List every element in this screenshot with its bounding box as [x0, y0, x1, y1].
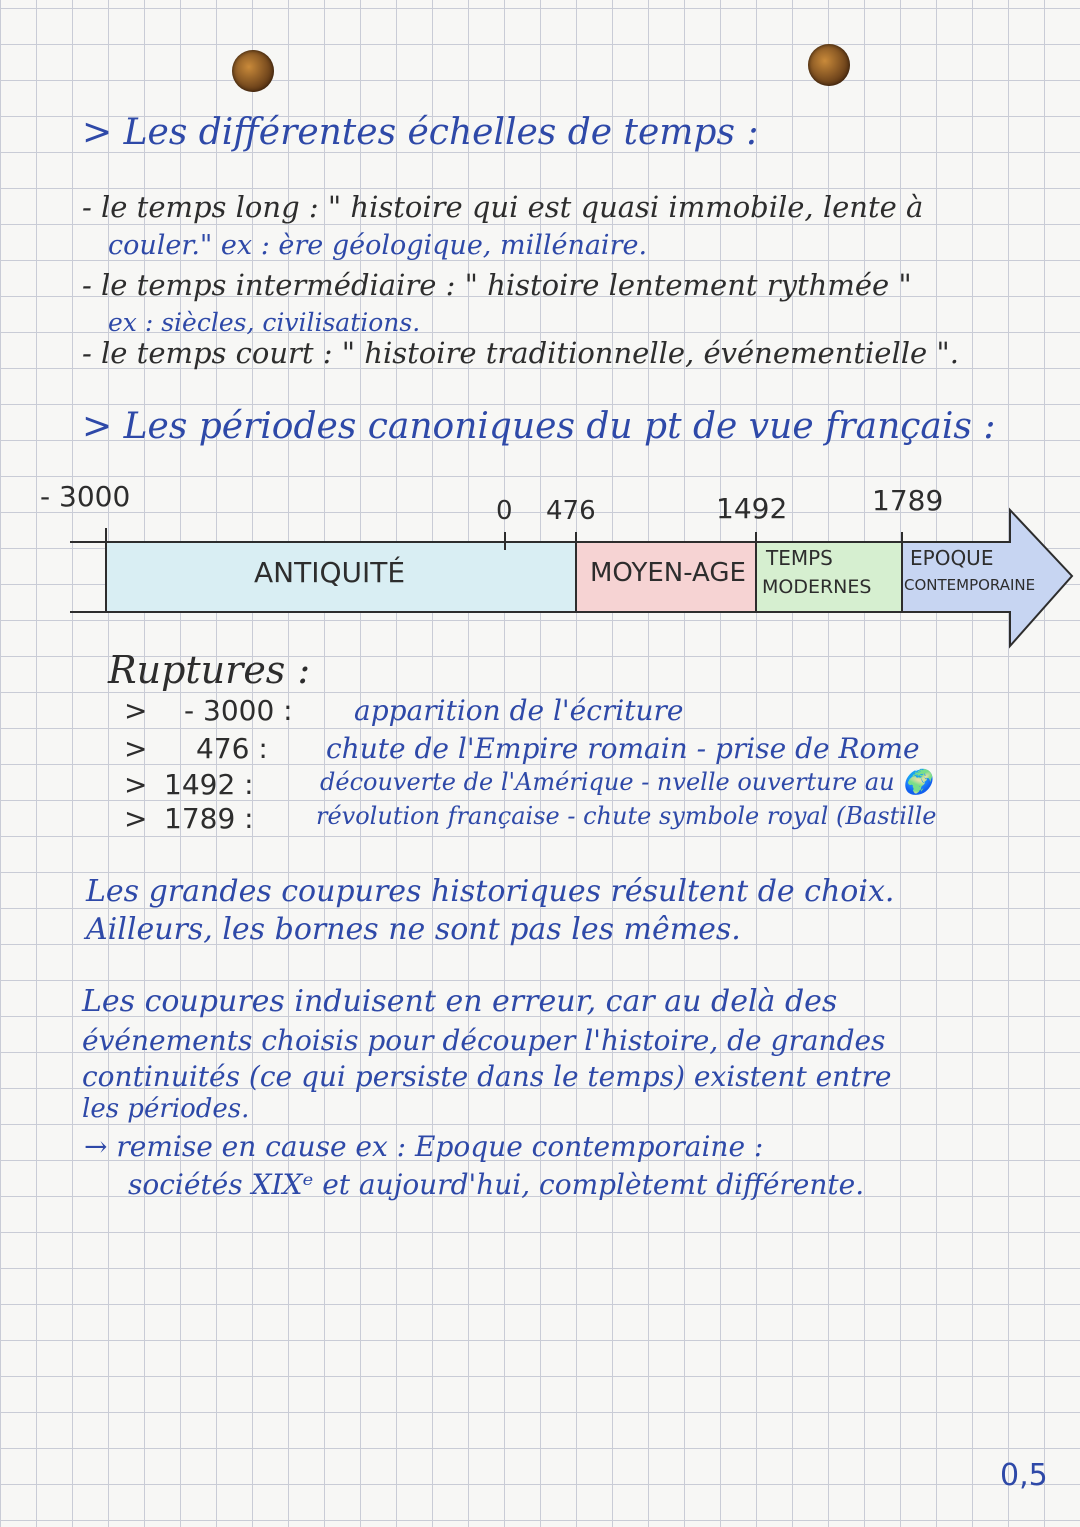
paragraph2-line4: les périodes.: [82, 1094, 250, 1124]
period-label-temps-modernes-1: TEMPS: [766, 546, 833, 570]
ruptures-list: [0, 694, 1080, 844]
time-short-line: - le temps court : " histoire traditionnelle, événementielle ".: [82, 336, 959, 370]
rupture-marker: >: [124, 732, 148, 765]
paragraph2-line5: → remise en cause ex : Epoque contemporaine :: [84, 1130, 764, 1163]
paragraph2-line3: continuités (ce qui persiste dans le temps) existent entre: [82, 1060, 892, 1093]
rupture-year: 1492 :: [164, 768, 254, 801]
period-label-temps-modernes-2: MODERNES: [762, 576, 872, 598]
period-label-epoque-1: EPOQUE: [910, 546, 994, 570]
timeline-year-1789: 1789: [872, 484, 944, 517]
paragraph1-line2: Ailleurs, les bornes ne sont pas les mêmes.: [86, 912, 741, 947]
paragraph2-line1: Les coupures induisent en erreur, car au delà des: [82, 984, 838, 1019]
rupture-text: chute de l'Empire romain - prise de Rome: [326, 732, 920, 765]
period-label-antiquite: ANTIQUITÉ: [254, 556, 406, 589]
paragraph2-line2: événements choisis pour découper l'histoire, de grandes: [82, 1024, 886, 1057]
paragraph2-line6: sociétés XIXᵉ et aujourd'hui, complètemt différente.: [128, 1168, 865, 1201]
rupture-year: 1789 :: [164, 802, 254, 835]
binder-hole-left: [232, 50, 274, 92]
grade-mark: 0,5: [1000, 1458, 1048, 1493]
time-long-line2: couler." ex : ère géologique, millénaire.: [108, 230, 648, 261]
period-label-moyen-age: MOYEN-AGE: [590, 558, 746, 588]
rupture-marker: >: [124, 768, 148, 801]
section-heading-time-scales: > Les différentes échelles de temps :: [82, 112, 759, 153]
section-heading-periods: > Les périodes canoniques du pt de vue français :: [82, 406, 996, 447]
rupture-text: découverte de l'Amérique - nvelle ouverture au 🌍: [320, 768, 933, 796]
rupture-marker: >: [124, 802, 148, 835]
time-intermediate-line1: - le temps intermédiaire : " histoire lentement rythmée ": [82, 268, 912, 302]
timeline: [0, 470, 1080, 660]
time-long-line1: - le temps long : " histoire qui est quasi immobile, lente à: [82, 190, 924, 224]
rupture-text: révolution française - chute symbole royal (Bastille: [316, 802, 937, 830]
rupture-year: - 3000 :: [184, 694, 293, 727]
timeline-year-476: 476: [546, 496, 596, 526]
ruptures-title: Ruptures :: [108, 648, 311, 692]
time-intermediate-line2: ex : siècles, civilisations.: [108, 308, 421, 337]
timeline-year-minus3000: - 3000: [40, 480, 131, 513]
binder-hole-right: [808, 44, 850, 86]
rupture-year: 476 :: [196, 732, 268, 765]
rupture-marker: >: [124, 694, 148, 727]
timeline-year-1492: 1492: [716, 492, 788, 525]
paragraph1-line1: Les grandes coupures historiques résultent de choix.: [86, 874, 895, 909]
rupture-text: apparition de l'écriture: [354, 694, 684, 727]
period-label-epoque-2: CONTEMPORAINE: [904, 576, 1036, 594]
timeline-year-0: 0: [496, 496, 513, 526]
